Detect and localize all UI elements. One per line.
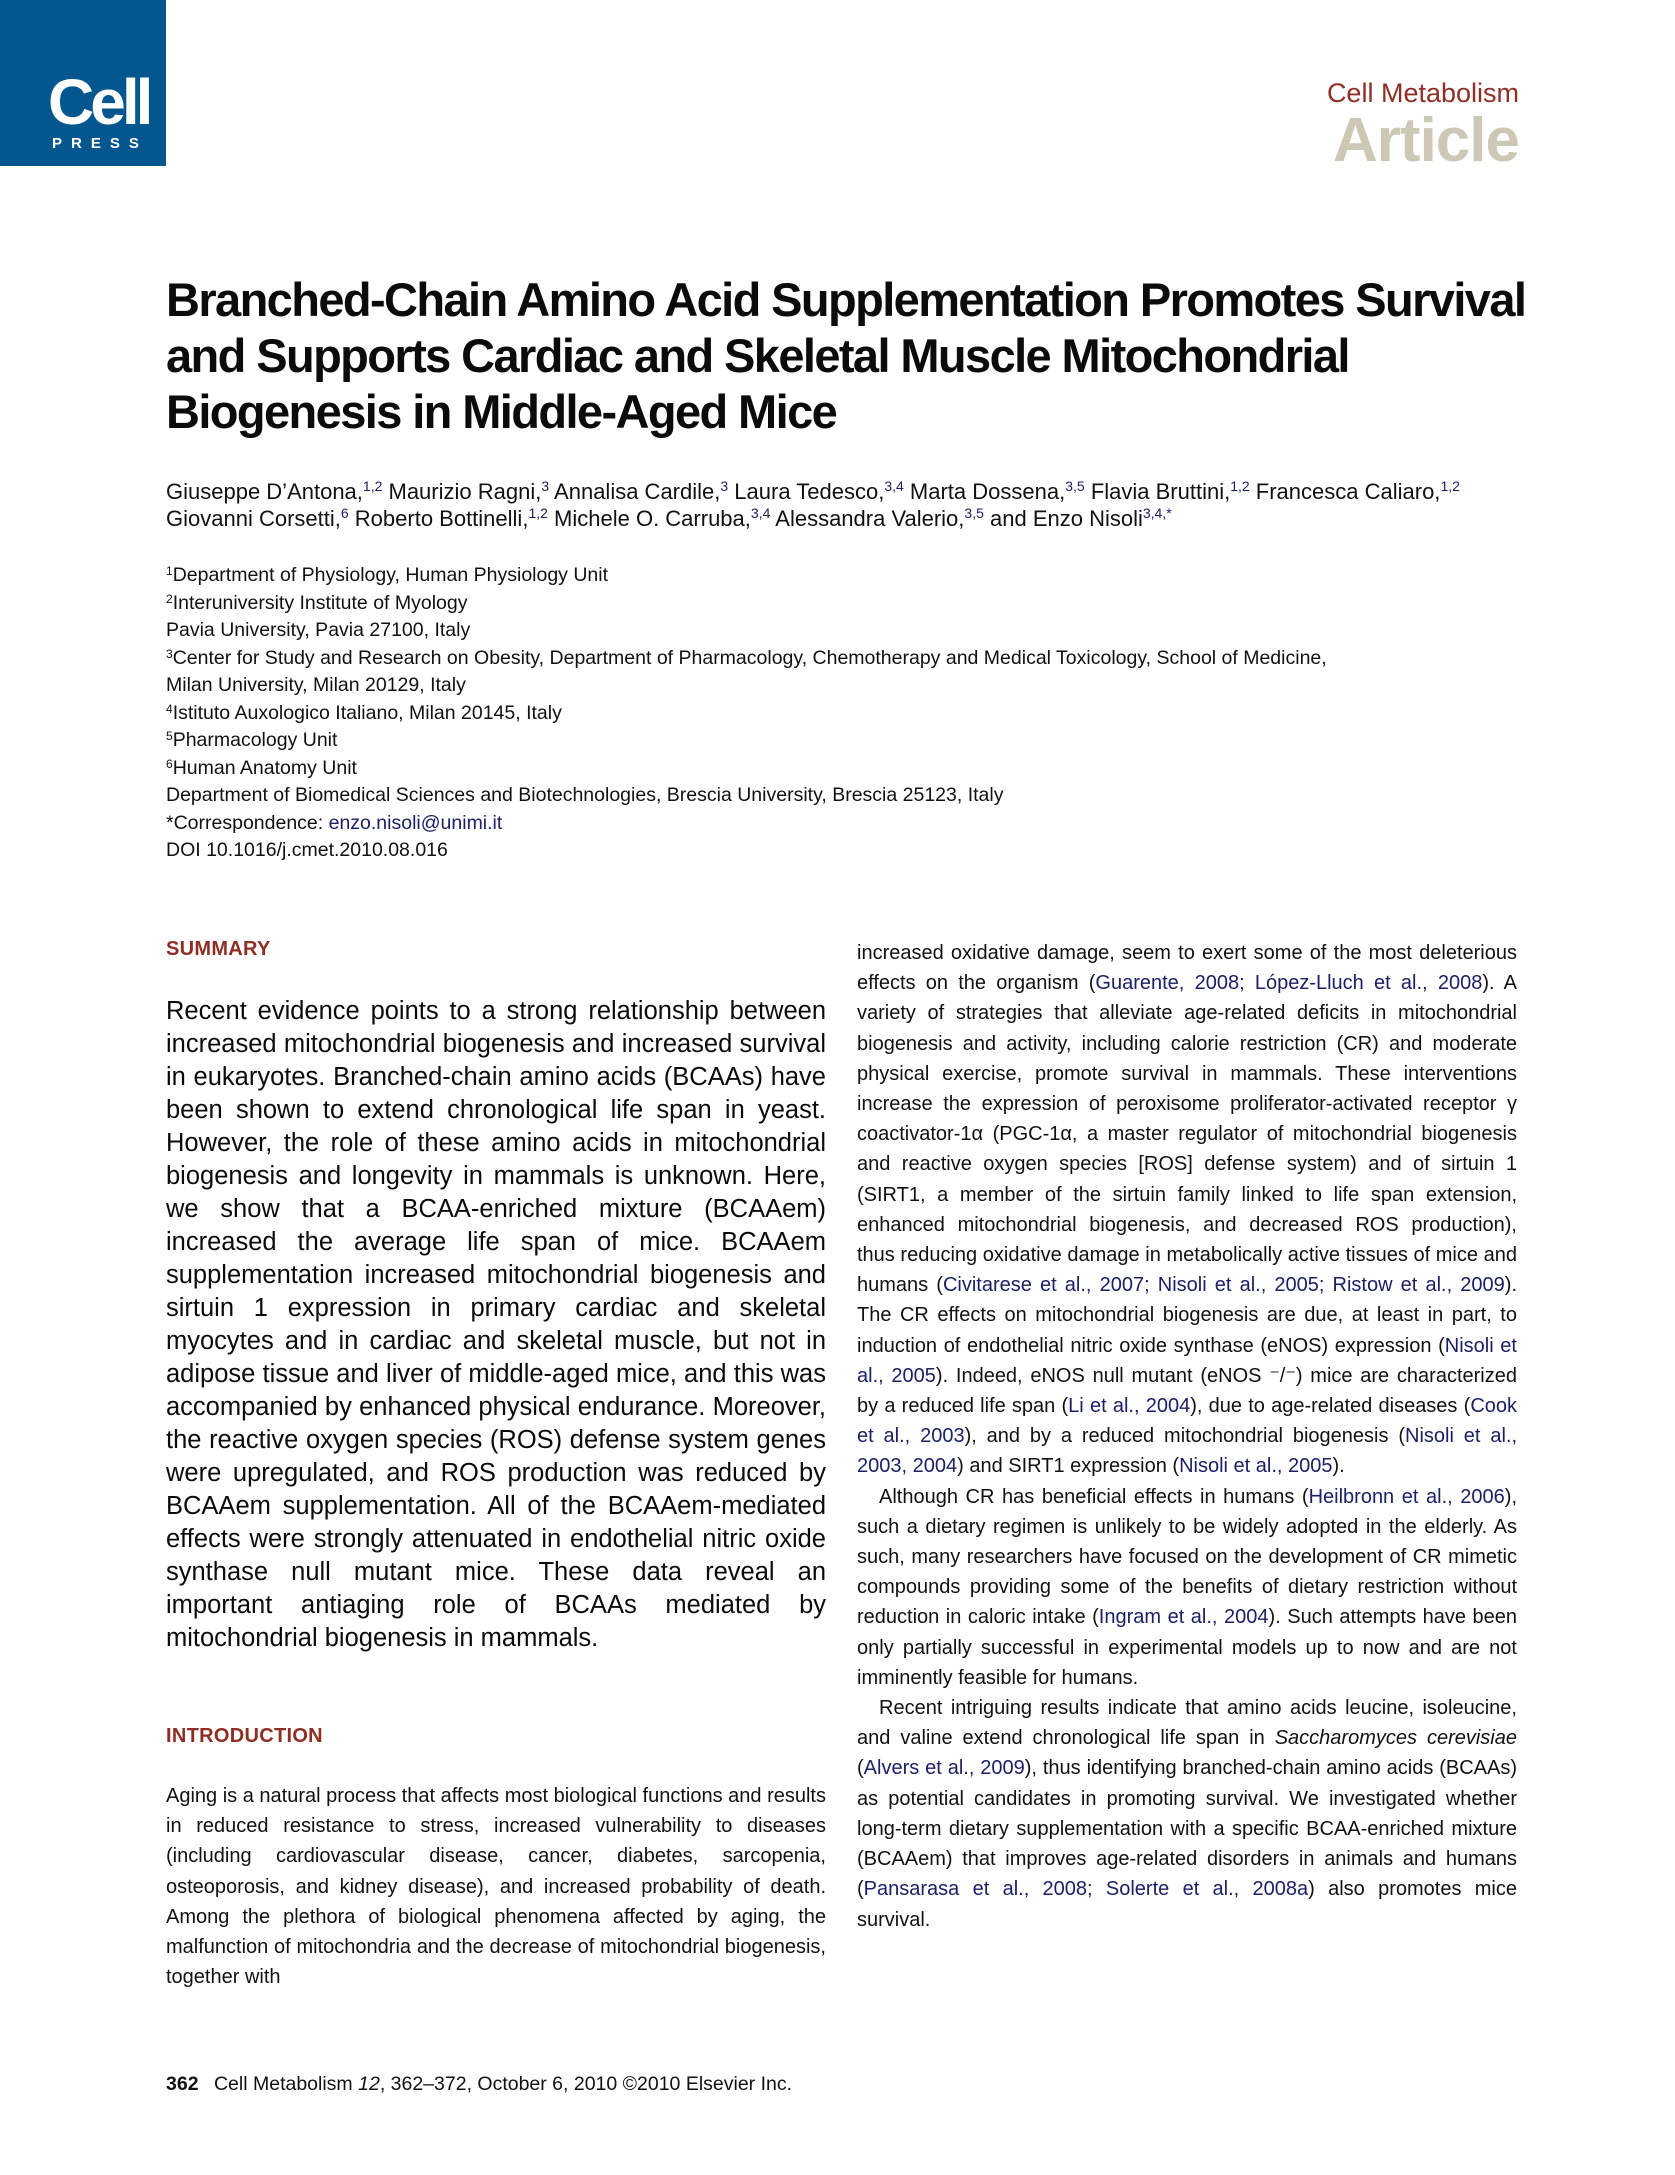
author-name: Francesca Caliaro, xyxy=(1255,479,1441,504)
body-text-run: ), due to age-related diseases ( xyxy=(1190,1395,1471,1418)
page-number: 362 xyxy=(166,2073,199,2095)
footer-volume: 12 xyxy=(358,2073,380,2095)
introduction-paragraph-1 xyxy=(857,938,1517,1482)
body-text-run: ). Such attempts have been only partially successful in experimental models up to now and are not imminently feasible for humans. xyxy=(857,1606,1517,1689)
body-text-run: ). xyxy=(1332,1455,1345,1478)
body-text-run: ). The CR effects on mitochondrial biogenesis are due, at least in part, to induction of endothelial nitric oxide synthase (eNOS) expression ( xyxy=(857,1274,1517,1357)
affiliation-line: $^3$Center for Study and Research on Obesity, Department of Pharmacology, Chemotherapy and Medical Toxicology, School of Medicine, xyxy=(166,646,1327,669)
correspondence-label: *Correspondence: xyxy=(166,811,329,834)
logo-press-text: PRESS xyxy=(52,135,148,152)
affiliation-line: $^6$Human Anatomy Unit xyxy=(166,756,357,779)
author-affiliation-sup[interactable]: 3,4 xyxy=(884,478,904,494)
citation-link[interactable]: Pansarasa et al., 2008; Solerte et al., 2008a xyxy=(863,1878,1309,1901)
author-name: and Enzo Nisoli xyxy=(990,506,1143,531)
body-text-run: ), such a dietary regimen is unlikely to be widely adopted in the elderly. As such, many researchers have focused on the development of CR mimetic compounds providing some of the benefits of dietary restriction without reduction in caloric intake ( xyxy=(857,1485,1517,1629)
author-name: Alessandra Valerio, xyxy=(775,506,965,531)
citation-link[interactable]: Civitarese et al., 2007; Nisoli et al., 2005; Ristow et al., 2009 xyxy=(942,1274,1505,1297)
page-footer xyxy=(166,2073,792,2096)
correspondence-email-link[interactable]: enzo.nisoli@unimi.it xyxy=(328,811,503,834)
author-name: Giovanni Corsetti, xyxy=(166,506,341,531)
author-affiliation-sup[interactable]: 3,4,* xyxy=(1142,505,1172,521)
author-affiliation-sup[interactable]: 1,2 xyxy=(1440,478,1460,494)
paper-title: Branched-Chain Amino Acid Supplementation Promotes Survival and Supports Cardiac and Skeletal Muscle Mitochondrial Biogenesis in Middle-Aged Mice xyxy=(166,273,1526,438)
body-text-run: Although CR has beneficial effects in humans ( xyxy=(879,1485,1309,1508)
introduction-paragraph-2 xyxy=(857,1482,1517,1693)
author-affiliation-sup[interactable]: 1,2 xyxy=(1230,478,1250,494)
citation-link[interactable]: Heilbronn et al., 2006 xyxy=(1308,1485,1505,1508)
citation-link[interactable]: Cook et al., 2003 xyxy=(857,1395,1518,1448)
author-affiliation-sup[interactable]: 1,2 xyxy=(528,505,548,521)
affiliation-line: Pavia University, Pavia 27100, Italy xyxy=(166,619,471,641)
affiliation-line: Milan University, Milan 20129, Italy xyxy=(166,674,466,696)
cell-press-logo xyxy=(0,0,166,166)
author-name: Marta Dossena, xyxy=(909,479,1066,504)
footer-citation-suffix: , 362–372, October 6, 2010 ©2010 Elsevier Inc. xyxy=(379,2073,793,2095)
doi: DOI 10.1016/j.cmet.2010.08.016 xyxy=(166,839,448,861)
italic-text: Saccharomyces cerevisiae xyxy=(1274,1727,1517,1750)
article-type-label: Article xyxy=(1333,106,1519,175)
body-text-run: increased oxidative damage, seem to exert some of the most deleterious effects on the organism ( xyxy=(857,942,1517,995)
body-text-run: ) also promotes mice survival. xyxy=(857,1878,1518,1931)
author-affiliation-sup[interactable]: 1,2 xyxy=(362,478,383,494)
author-name: Michele O. Carruba, xyxy=(554,506,751,531)
citation-link[interactable]: Ingram et al., 2004 xyxy=(1098,1606,1269,1629)
citation-link[interactable]: Nisoli et al., 2005 xyxy=(857,1334,1517,1387)
author-affiliation-sup[interactable]: 3 xyxy=(720,478,729,494)
affiliation-sup: 3 xyxy=(166,646,173,661)
body-text-run: ), and by a reduced mitochondrial biogenesis ( xyxy=(964,1425,1406,1448)
affiliation-sup: 6 xyxy=(166,756,173,771)
author-name: Roberto Bottinelli, xyxy=(354,506,529,531)
body-text-run: ). Indeed, eNOS null mutant (eNOS ⁻/⁻) mice are characterized by a reduced life span ( xyxy=(857,1364,1517,1418)
affiliation-sup: 4 xyxy=(166,701,173,716)
affiliations xyxy=(166,562,1546,865)
summary-heading: SUMMARY xyxy=(166,938,271,960)
body-text-run: ). A variety of strategies that alleviate age-related deficits in mitochondrial biogenesis and activity, including calorie restriction (CR) and moderate physical exercise, promote survival in mammals. These interventions increase the expression of peroxisome proliferator-activated receptor γ coactivator-1α (PGC-1α, a master regulator of mitochondrial biogenesis and reactive oxygen species [ROS] defense system) and of sirtuin 1 (SIRT1, a member of the sirtuin family linked to life span extension, enhanced mitochondrial biogenesis, and decreased ROS production), thus reducing oxidative damage in metabolically active tissues of mice and humans ( xyxy=(857,972,1518,1297)
citation-link[interactable]: Nisoli et al., 2005 xyxy=(1179,1455,1333,1478)
author-affiliation-sup[interactable]: 3,5 xyxy=(1065,478,1085,494)
affiliation-line: Department of Biomedical Sciences and Biotechnologies, Brescia University, Brescia 25123, Italy xyxy=(166,784,1004,806)
affiliation-line: $^5$Pharmacology Unit xyxy=(166,729,338,751)
citation-link[interactable]: Nisoli et al., 2003, 2004 xyxy=(857,1425,1518,1478)
author-name: Laura Tedesco, xyxy=(734,479,885,504)
citation-link[interactable]: Li et al., 2004 xyxy=(1068,1395,1191,1418)
author-name: Flavia Bruttini, xyxy=(1090,479,1231,504)
author-name: Giuseppe D’Antona, xyxy=(166,479,363,504)
author-affiliation-sup[interactable]: 3,4 xyxy=(750,505,771,521)
footer-citation-prefix: Cell Metabolism xyxy=(213,2073,359,2095)
affiliation-line: $^2$Interuniversity Institute of Myology xyxy=(166,591,468,614)
summary-text: Recent evidence points to a strong relationship between increased mitochondrial biogenesis and increased survival in eukaryotes. Branched-chain amino acids (BCAAs) have been shown to extend chronological life span in yeast. However, the role of these amino acids in mitochondrial biogenesis and longevity in mammals is unknown. Here, we show that a BCAA-enriched mixture (BCAAem) increased the average life span of mice. BCAAem supplementation increased mitochondrial biogenesis and sirtuin 1 expression in primary cardiac and skeletal myocytes and in cardiac and skeletal muscle, but not in adipose tissue and liver of middle-aged mice, and this was accompanied by enhanced physical endurance. Moreover, the reactive oxygen species (ROS) defense system genes were upregulated, and ROS production was reduced by BCAAem supplementation. All of the BCAAem-mediated effects were strongly attenuated in endothelial nitric oxide synthase null mutant mice. These data reveal an important antiaging role of BCAAs mediated by mitochondrial biogenesis in mammals. xyxy=(166,997,826,1652)
author-name: Maurizio Ragni, xyxy=(388,479,542,504)
introduction-text-left: Aging is a natural process that affects most biological functions and results in reduced resistance to stress, increased vulnerability to diseases (including cardiovascular disease, cancer, diabetes, sarcopenia, osteoporosis, and kidney disease), and increased probability of death. Among the plethora of biological phenomena affected by aging, the malfunction of mitochondria and the decrease of mitochondrial biogenesis, together with xyxy=(166,1785,826,1989)
right-column xyxy=(857,938,1517,1935)
correspondence-line xyxy=(166,810,1546,838)
affiliation-sup: 1 xyxy=(166,564,173,578)
affiliation-line: $^1$Department of Physiology, Human Physiology Unit xyxy=(166,564,609,586)
body-text-run: ), thus identifying branched-chain amino acids (BCAAs) as potential candidates in promoting survival. We investigated whether long-term dietary supplementation with a specific BCAA-enriched mixture (BCAAem) that improves age-related disorders in animals and humans ( xyxy=(857,1757,1517,1901)
journal-name: Cell Metabolism xyxy=(1326,78,1519,108)
citation-link[interactable]: Guarente, 2008; López-Lluch et al., 2008 xyxy=(1095,972,1483,995)
introduction-heading: INTRODUCTION xyxy=(166,1725,323,1747)
affiliation-line: $^4$Istituto Auxologico Italiano, Milan 20145, Italy xyxy=(166,701,562,724)
affiliation-sup: 2 xyxy=(166,591,173,606)
author-affiliation-sup[interactable]: 3,5 xyxy=(964,505,984,521)
body-text-run: ( xyxy=(857,1757,864,1780)
citation-link[interactable]: Alvers et al., 2009 xyxy=(863,1757,1025,1780)
body-text-run: ) and SIRT1 expression ( xyxy=(957,1455,1180,1478)
left-column xyxy=(166,938,826,1992)
logo-cell-text: Cell xyxy=(48,66,150,138)
author-name: Annalisa Cardile, xyxy=(554,479,721,504)
affiliation-sup: 5 xyxy=(166,729,173,743)
author-list xyxy=(166,478,1546,532)
body-text-run: Recent intriguing results indicate that amino acids leucine, isoleucine, and valine extend chronological life span in xyxy=(857,1697,1517,1750)
author-affiliation-sup[interactable]: 3 xyxy=(541,478,550,494)
introduction-paragraph-3 xyxy=(857,1693,1517,1935)
author-affiliation-sup[interactable]: 6 xyxy=(340,505,349,521)
